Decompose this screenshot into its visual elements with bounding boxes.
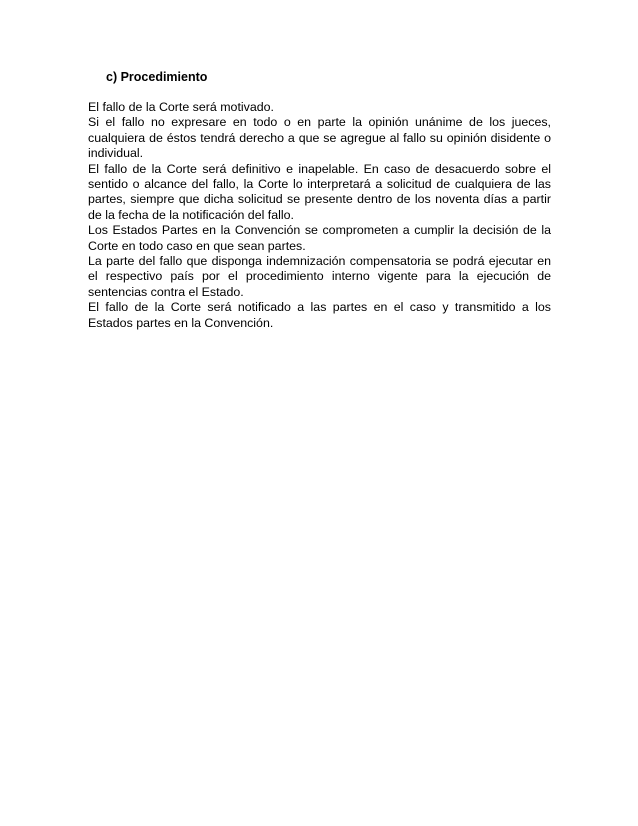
paragraph: Si el fallo no expresare en todo o en parte la opinión unánime de los jueces, cualquiera de éstos tendrá derecho a que se agregue al fallo su opinión disidente o individual. [88, 115, 551, 161]
section-body [88, 100, 551, 331]
section-heading: c) Procedimiento [106, 70, 208, 84]
paragraph: Los Estados Partes en la Convención se comprometen a cumplir la decisión de la Corte en todo caso en que sean partes. [88, 223, 551, 253]
paragraph: El fallo de la Corte será definitivo e inapelable. En caso de desacuerdo sobre el sentido o alcance del fallo, la Corte lo interpretará a solicitud de cualquiera de las partes, siempre que dicha solicitud se presente dentro de los noventa días a partir de la fecha de la notificación del fallo. [88, 161, 551, 222]
paragraph: El fallo de la Corte será motivado. [88, 100, 274, 114]
paragraph: La parte del fallo que disponga indemnización compensatoria se podrá ejecutar en el respectivo país por el procedimiento interno vigente para la ejecución de sentencias contra el Estado. [88, 254, 551, 299]
paragraph: El fallo de la Corte será notificado a las partes en el caso y transmitido a los Estados partes en la Convención. [88, 300, 551, 330]
